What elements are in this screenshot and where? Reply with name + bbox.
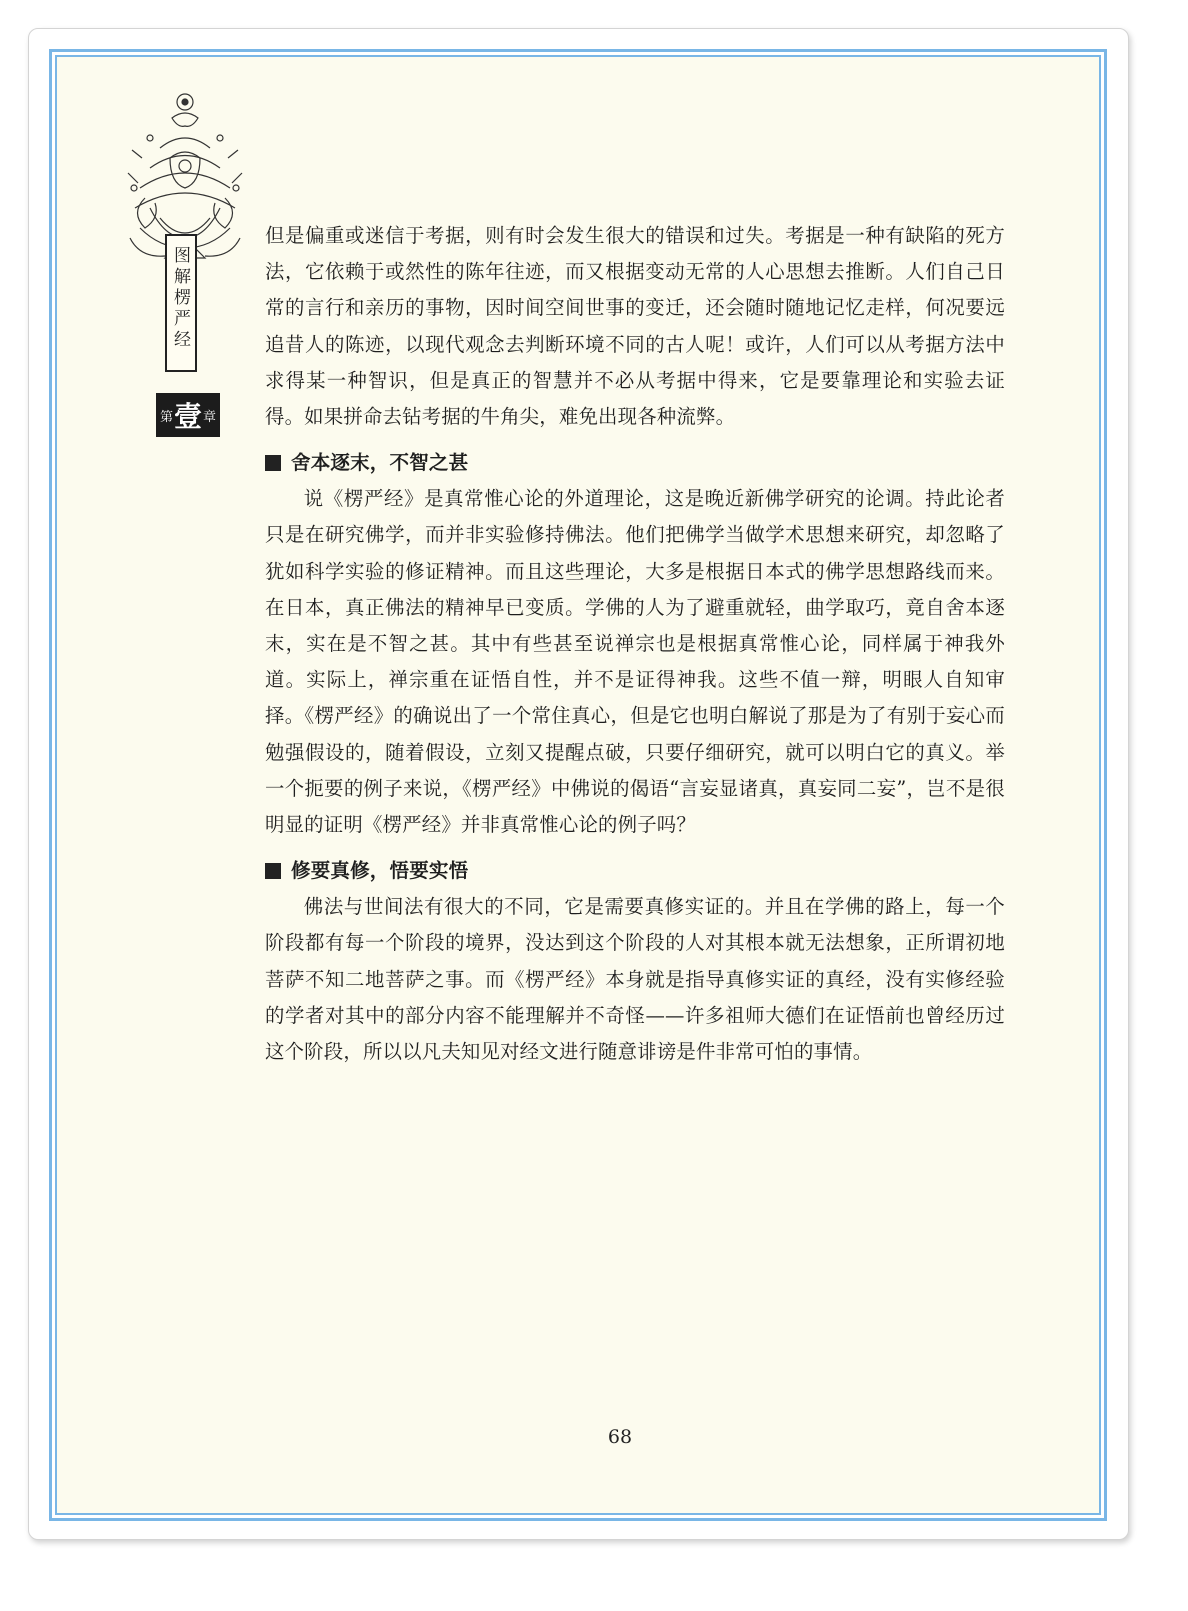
section-heading-text: 舍本逐末，不智之甚 xyxy=(291,451,469,475)
paragraph: 佛法与世间法有很大的不同，它是需要真修实证的。并且在学佛的路上，每一个阶段都有每一个阶段的境界，没达到这个阶段的人对其根本就无法想象，正所谓初地菩萨不知二地菩萨之事。而《楞严经》本身就是指导真修实证的真经，没有实修经验的学者对其中的部分内容不能理解并不奇怪——许多祖师大德们在证悟前也曾经历过这个阶段，所以以凡夫知见对经文进行随意诽谤是件非常可怕的事情。 xyxy=(265,895,1005,1064)
page-number: 68 xyxy=(607,1426,633,1448)
book-title: 图解楞严经 xyxy=(170,246,190,351)
chapter-suffix: 章 xyxy=(203,409,217,425)
paragraph: 说《楞严经》是真常惟心论的外道理论，这是晚近新佛学研究的论调。持此论者只是在研究佛学，而并非实验修持佛法。他们把佛学当做学术思想来研究，却忽略了犹如科学实验的修证精神。而且这些理论，大多是根据日本式的佛学思想路线而来。在日本，真正佛法的精神早已变质。学佛的人为了避重就轻，曲学取巧，竟自舍本逐末，实在是不智之甚。其中有些甚至说禅宗也是根据真常惟心论，同样属于神我外道。实际上，禅宗重在证悟自性，并不是证得神我。这些不值一辩，明眼人自知审择。《楞严经》的确说出了一个常住真心，但是它也明白解说了那是为了有别于妄心而勉强假设的，随着假设，立刻又提醒点破，只要仔细研究，就可以明白它的真义。举一个扼要的例子来说，《楞严经》中佛说的偈语“言妄显诸真，真妄同二妄”，岂不是很明显的证明《楞严经》并非真常惟心论的例子吗？ xyxy=(265,487,1005,837)
chapter-side-tab xyxy=(120,88,250,448)
section-heading xyxy=(265,853,1005,889)
chapter-label xyxy=(156,393,220,437)
square-bullet-icon xyxy=(265,455,281,471)
main-text xyxy=(265,218,1005,1070)
book-title-box xyxy=(165,234,197,372)
section-heading-text: 修要真修，悟要实悟 xyxy=(291,859,469,883)
square-bullet-icon xyxy=(265,863,281,879)
section-heading xyxy=(265,445,1005,481)
chapter-number: 壹 xyxy=(173,400,202,433)
chapter-prefix: 第 xyxy=(159,409,173,425)
paragraph: 但是偏重或迷信于考据，则有时会发生很大的错误和过失。考据是一种有缺陷的死方法，它依赖于或然性的陈年往迹，而又根据变动无常的人心思想去推断。人们自己日常的言行和亲历的事物，因时间空间世事的变迁，还会随时随地记忆走样，何况要远追昔人的陈迹，以现代观念去判断环境不同的古人呢！或许，人们可以从考据方法中求得某一种智识，但是真正的智慧并不必从考据中得来，它是要靠理论和实验去证得。如果拼命去钻考据的牛角尖，难免出现各种流弊。 xyxy=(265,224,1005,429)
